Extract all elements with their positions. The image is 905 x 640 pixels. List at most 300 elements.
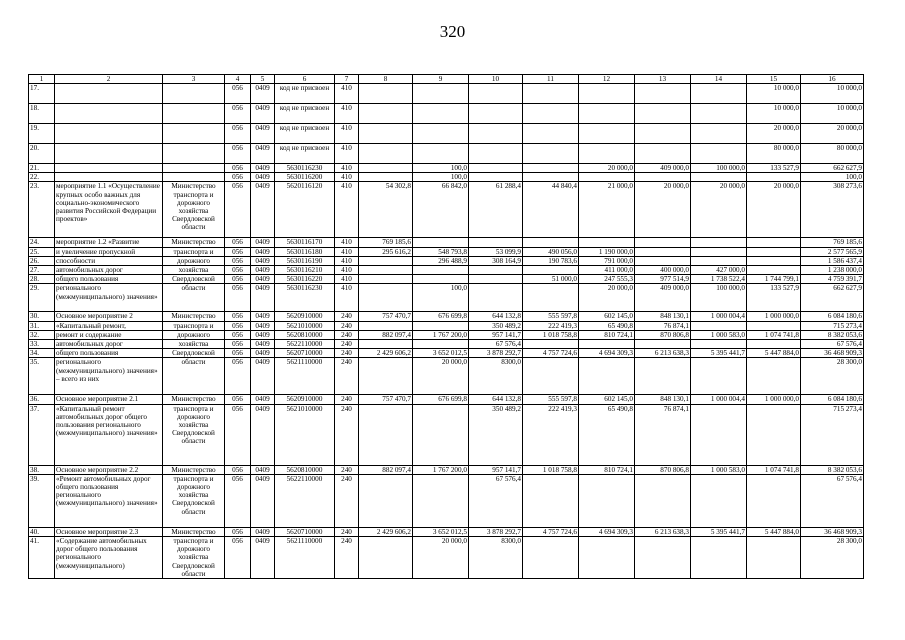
table-cell: 41.	[29, 537, 55, 579]
table-cell: общего пользования	[55, 275, 163, 284]
table-cell	[163, 104, 225, 124]
table-cell: 31.	[29, 321, 55, 330]
table-cell: 5621010000	[275, 321, 335, 330]
table-cell	[55, 124, 163, 144]
table-row	[29, 349, 864, 358]
table-cell: 1 238 000,0	[801, 266, 864, 275]
column-header: 4	[225, 75, 251, 84]
table-row	[29, 266, 864, 275]
table-cell: 490 056,0	[523, 247, 579, 256]
table-cell: 10 000,0	[801, 104, 864, 124]
table-row	[29, 395, 864, 404]
table-cell: 6 213 638,3	[635, 349, 691, 358]
table-cell: 410	[335, 124, 359, 144]
table-cell	[691, 104, 747, 124]
table-cell: 056	[225, 527, 251, 536]
table-cell: 36.	[29, 395, 55, 404]
table-cell	[635, 84, 691, 104]
table-cell	[691, 238, 747, 247]
table-cell	[523, 266, 579, 275]
table-cell: 25.	[29, 247, 55, 256]
table-cell: 056	[225, 144, 251, 164]
table-cell: 0409	[251, 330, 275, 339]
table-cell	[747, 266, 801, 275]
table-cell: 5630116170	[275, 238, 335, 247]
column-header: 10	[469, 75, 523, 84]
table-cell: 548 793,8	[413, 247, 469, 256]
table-cell: 67 576,4	[801, 474, 864, 527]
table-cell: 350 489,2	[469, 321, 523, 330]
column-header: 16	[801, 75, 864, 84]
table-cell: 644 132,8	[469, 312, 523, 321]
table-cell: мероприятие 1.1 «Осуществление крупных особо важных для социально-экономического развития Российской Федерации проектов»	[55, 182, 163, 238]
table-cell	[691, 124, 747, 144]
table-cell	[469, 124, 523, 144]
table-cell: 5630116230	[275, 284, 335, 312]
column-header: 7	[335, 75, 359, 84]
table-cell: 056	[225, 84, 251, 104]
table-cell: 410	[335, 266, 359, 275]
table-cell	[413, 474, 469, 527]
table-cell	[747, 537, 801, 579]
table-cell	[359, 340, 413, 349]
table-cell	[579, 358, 635, 395]
table-cell	[55, 84, 163, 104]
table-cell: Основное мероприятие 2.1	[55, 395, 163, 404]
table-cell: 0409	[251, 321, 275, 330]
table-cell	[359, 537, 413, 579]
table-cell: 5621110000	[275, 537, 335, 579]
table-cell: 20 000,0	[413, 537, 469, 579]
table-cell: 133 527,9	[747, 164, 801, 173]
table-cell: 51 000,0	[523, 275, 579, 284]
table-cell: 056	[225, 164, 251, 173]
table-cell	[579, 173, 635, 182]
table-cell: Министерство	[163, 465, 225, 474]
table-cell: 0409	[251, 465, 275, 474]
table-cell: 410	[335, 256, 359, 265]
table-cell: 5630116200	[275, 173, 335, 182]
column-header: 2	[55, 75, 163, 84]
table-cell: дорожного	[163, 330, 225, 339]
table-cell: 8 382 053,6	[801, 330, 864, 339]
table-cell: 28 300,0	[801, 537, 864, 579]
table-cell: 848 130,1	[635, 312, 691, 321]
table-cell: 848 130,1	[635, 395, 691, 404]
table-cell: 1 190 000,0	[579, 247, 635, 256]
table-cell	[635, 173, 691, 182]
table-cell: 240	[335, 340, 359, 349]
table-cell: и увеличение пропускной	[55, 247, 163, 256]
table-cell: 400 000,0	[635, 266, 691, 275]
column-header: 11	[523, 75, 579, 84]
table-cell: Свердловской	[163, 349, 225, 358]
table-cell	[635, 144, 691, 164]
table-cell: 21.	[29, 164, 55, 173]
table-cell	[579, 144, 635, 164]
table-cell	[579, 537, 635, 579]
table-cell: 240	[335, 312, 359, 321]
table-cell	[523, 537, 579, 579]
table-cell: 0409	[251, 312, 275, 321]
table-cell: 4 694 309,3	[579, 527, 635, 536]
table-row	[29, 124, 864, 144]
table-cell	[359, 358, 413, 395]
table-cell: 056	[225, 474, 251, 527]
table-cell: 5620710000	[275, 527, 335, 536]
table-cell: 20 000,0	[801, 124, 864, 144]
table-cell: 056	[225, 238, 251, 247]
table-cell: 20 000,0	[747, 182, 801, 238]
table-cell	[359, 404, 413, 465]
table-cell: 882 097,4	[359, 330, 413, 339]
table-cell: Министерство	[163, 395, 225, 404]
table-cell: 957 141,7	[469, 330, 523, 339]
table-cell: 0409	[251, 340, 275, 349]
table-cell: 1 018 758,8	[523, 330, 579, 339]
table-cell: 5620810000	[275, 330, 335, 339]
page-number: 320	[439, 22, 466, 41]
column-header: 13	[635, 75, 691, 84]
table-cell	[523, 144, 579, 164]
table-cell: транспорта и	[163, 321, 225, 330]
table-cell: 676 699,8	[413, 395, 469, 404]
table-cell: 44 840,4	[523, 182, 579, 238]
table-cell: 4 694 309,3	[579, 349, 635, 358]
table-cell: 2 429 606,2	[359, 527, 413, 536]
table-cell: 056	[225, 247, 251, 256]
table-cell: 056	[225, 537, 251, 579]
table-cell: 715 273,4	[801, 321, 864, 330]
table-cell: 3 878 292,7	[469, 349, 523, 358]
table-cell	[413, 321, 469, 330]
table-cell: хозяйства	[163, 340, 225, 349]
table-cell: 410	[335, 84, 359, 104]
table-cell: 6 084 180,6	[801, 312, 864, 321]
table-cell	[55, 173, 163, 182]
table-cell	[523, 104, 579, 124]
table-cell: 056	[225, 266, 251, 275]
table-cell: 36 468 909,3	[801, 349, 864, 358]
table-cell: 240	[335, 395, 359, 404]
table-cell: регионального (межмуниципального) значения» – всего из них	[55, 358, 163, 395]
table-cell: 5621110000	[275, 358, 335, 395]
table-row	[29, 330, 864, 339]
table-cell: 5630116180	[275, 247, 335, 256]
table-cell: 80 000,0	[801, 144, 864, 164]
table-row	[29, 144, 864, 164]
table-cell: 1 767 200,0	[413, 330, 469, 339]
table-cell: 30.	[29, 312, 55, 321]
table-row	[29, 358, 864, 395]
table-cell	[523, 164, 579, 173]
table-cell: 240	[335, 330, 359, 339]
table-cell	[691, 144, 747, 164]
table-cell: 8 382 053,6	[801, 465, 864, 474]
table-cell: 769 185,6	[359, 238, 413, 247]
table-cell: 21 000,0	[579, 182, 635, 238]
table-cell	[691, 537, 747, 579]
table-cell: 4 759 391,7	[801, 275, 864, 284]
table-cell: 0409	[251, 182, 275, 238]
table-cell: 602 145,0	[579, 312, 635, 321]
table-cell	[469, 266, 523, 275]
table-cell: 222 419,3	[523, 404, 579, 465]
table-header	[29, 75, 864, 84]
table-row	[29, 527, 864, 536]
table-cell	[579, 340, 635, 349]
table-body	[29, 84, 864, 579]
table-cell: 769 185,6	[801, 238, 864, 247]
table-cell	[635, 358, 691, 395]
table-cell	[523, 284, 579, 312]
table-cell	[413, 144, 469, 164]
table-cell: 3 652 012,5	[413, 527, 469, 536]
table-row	[29, 182, 864, 238]
table-cell	[635, 256, 691, 265]
table-cell: 410	[335, 104, 359, 124]
table-cell	[691, 474, 747, 527]
table-cell	[523, 340, 579, 349]
table-cell: дорожного	[163, 256, 225, 265]
table-cell	[523, 238, 579, 247]
table-cell: 29.	[29, 284, 55, 312]
table-cell: 5620910000	[275, 395, 335, 404]
table-cell: 308 164,9	[469, 256, 523, 265]
table-cell: мероприятие 1.2 «Развитие	[55, 238, 163, 247]
table-cell: 0409	[251, 349, 275, 358]
table-cell: Министерство	[163, 312, 225, 321]
table-cell: 240	[335, 527, 359, 536]
table-cell: 411 000,0	[579, 266, 635, 275]
table-cell: 36 468 909,3	[801, 527, 864, 536]
column-header: 15	[747, 75, 801, 84]
table-cell: 662 627,9	[801, 164, 864, 173]
table-cell: Основное мероприятие 2	[55, 312, 163, 321]
table-cell: 1 000 000,0	[747, 395, 801, 404]
table-cell	[747, 340, 801, 349]
table-cell: 67 576,4	[801, 340, 864, 349]
table-cell: 5630116210	[275, 266, 335, 275]
table-cell: 10 000,0	[801, 84, 864, 104]
table-cell: 0409	[251, 395, 275, 404]
table-cell	[691, 173, 747, 182]
table-cell: 20 000,0	[747, 124, 801, 144]
table-cell: 1 767 200,0	[413, 465, 469, 474]
table-cell: 1 074 741,8	[747, 330, 801, 339]
table-cell: 0409	[251, 144, 275, 164]
table-cell	[469, 284, 523, 312]
table-cell: 20.	[29, 144, 55, 164]
table-cell: 19.	[29, 124, 55, 144]
table-cell: 957 141,7	[469, 465, 523, 474]
table-cell: 5630116190	[275, 256, 335, 265]
table-cell: 2 577 565,9	[801, 247, 864, 256]
table-cell: 2 429 606,2	[359, 349, 413, 358]
table-cell: 65 490,8	[579, 404, 635, 465]
table-cell	[635, 537, 691, 579]
table-cell: 26.	[29, 256, 55, 265]
table-cell: 28 300,0	[801, 358, 864, 395]
table-row	[29, 284, 864, 312]
table-cell	[635, 474, 691, 527]
table-cell: 5 447 884,0	[747, 349, 801, 358]
table-cell: 100 000,0	[691, 164, 747, 173]
table-cell: хозяйства	[163, 266, 225, 275]
table-cell: 66 842,0	[413, 182, 469, 238]
table-cell	[747, 474, 801, 527]
table-cell	[413, 404, 469, 465]
table-cell: 240	[335, 404, 359, 465]
table-cell	[747, 358, 801, 395]
table-row	[29, 465, 864, 474]
table-cell: 810 724,1	[579, 465, 635, 474]
table-cell	[359, 84, 413, 104]
table-row	[29, 275, 864, 284]
table-cell: 100,0	[413, 164, 469, 173]
table-cell: 240	[335, 358, 359, 395]
table-cell: 644 132,8	[469, 395, 523, 404]
table-cell: 0409	[251, 173, 275, 182]
table-cell: 0409	[251, 84, 275, 104]
table-cell: 0409	[251, 256, 275, 265]
table-cell: 3 878 292,7	[469, 527, 523, 536]
table-cell: 23.	[29, 182, 55, 238]
table-cell: 61 288,4	[469, 182, 523, 238]
table-cell: 100,0	[413, 173, 469, 182]
table-row	[29, 164, 864, 173]
table-cell: транспорта и дорожного хозяйства Свердловской области	[163, 537, 225, 579]
table-cell: 76 874,1	[635, 404, 691, 465]
table-cell	[359, 284, 413, 312]
table-cell: 410	[335, 284, 359, 312]
table-cell: 056	[225, 358, 251, 395]
table-cell: 0409	[251, 275, 275, 284]
table-cell	[163, 164, 225, 173]
table-cell: 757 470,7	[359, 395, 413, 404]
table-cell: 190 783,6	[523, 256, 579, 265]
table-cell: 20 000,0	[635, 182, 691, 238]
table-cell: 240	[335, 349, 359, 358]
table-cell	[691, 321, 747, 330]
budget-table	[28, 74, 864, 579]
table-row	[29, 537, 864, 579]
table-cell	[413, 266, 469, 275]
table-cell	[747, 256, 801, 265]
table-cell: 757 470,7	[359, 312, 413, 321]
table-cell: 056	[225, 465, 251, 474]
table-cell: 65 490,8	[579, 321, 635, 330]
table-cell	[469, 104, 523, 124]
table-cell: 555 597,8	[523, 395, 579, 404]
table-cell: 39.	[29, 474, 55, 527]
table-cell: 5620810000	[275, 465, 335, 474]
table-cell	[413, 84, 469, 104]
table-cell	[523, 173, 579, 182]
table-cell	[747, 404, 801, 465]
table-cell: 0409	[251, 527, 275, 536]
table-cell	[163, 173, 225, 182]
table-cell: 27.	[29, 266, 55, 275]
table-cell: способности	[55, 256, 163, 265]
table-cell: Министерство транспорта и дорожного хозяйства Свердловской области	[163, 182, 225, 238]
table-cell: 17.	[29, 84, 55, 104]
table-row	[29, 104, 864, 124]
table-cell: 240	[335, 474, 359, 527]
table-cell	[523, 124, 579, 144]
table-cell: 056	[225, 349, 251, 358]
column-header: 12	[579, 75, 635, 84]
table-cell: 20 000,0	[579, 164, 635, 173]
table-cell: «Капитальный ремонт автомобильных дорог общего пользования регионального (межмуниципального) значения»	[55, 404, 163, 465]
table-cell: 240	[335, 537, 359, 579]
table-cell: Министерство	[163, 238, 225, 247]
table-cell	[747, 247, 801, 256]
table-cell	[359, 256, 413, 265]
table-cell	[635, 124, 691, 144]
table-cell	[359, 104, 413, 124]
table-cell: 308 273,6	[801, 182, 864, 238]
table-cell: 28.	[29, 275, 55, 284]
table-cell	[579, 474, 635, 527]
table-cell: 1 000 583,0	[691, 465, 747, 474]
table-cell: «Капитальный ремонт,	[55, 321, 163, 330]
table-cell: 296 488,9	[413, 256, 469, 265]
table-cell: 20 000,0	[691, 182, 747, 238]
table-cell: 53 099,9	[469, 247, 523, 256]
table-cell: 056	[225, 284, 251, 312]
table-cell: Основное мероприятие 2.3	[55, 527, 163, 536]
table-cell: 4 757 724,6	[523, 349, 579, 358]
table-cell	[635, 247, 691, 256]
column-header: 1	[29, 75, 55, 84]
table-cell: 295 616,2	[359, 247, 413, 256]
table-cell: 0409	[251, 164, 275, 173]
table-cell: «Содержание автомобильных дорог общего пользования регионального (межмуниципального)	[55, 537, 163, 579]
table-cell: транспорта и дорожного хозяйства Свердловской области	[163, 474, 225, 527]
table-cell: 20 000,0	[413, 358, 469, 395]
table-cell: автомобильных дорог	[55, 266, 163, 275]
table-cell: 1 738 522,4	[691, 275, 747, 284]
table-cell: 247 555,3	[579, 275, 635, 284]
table-cell	[691, 340, 747, 349]
table-cell: 5621010000	[275, 404, 335, 465]
table-cell: 410	[335, 275, 359, 284]
table-cell: 133 527,9	[747, 284, 801, 312]
table-cell: 18.	[29, 104, 55, 124]
table-cell: 80 000,0	[747, 144, 801, 164]
table-cell	[469, 275, 523, 284]
table-cell: 100,0	[801, 173, 864, 182]
table-cell: 0409	[251, 266, 275, 275]
column-header: 14	[691, 75, 747, 84]
table-cell	[691, 256, 747, 265]
table-cell	[359, 321, 413, 330]
table-cell: 662 627,9	[801, 284, 864, 312]
table-cell: 24.	[29, 238, 55, 247]
table-cell: 1 000 583,0	[691, 330, 747, 339]
table-cell: 67 576,4	[469, 474, 523, 527]
table-cell: автомобильных дорог	[55, 340, 163, 349]
table-cell	[359, 474, 413, 527]
table-cell	[635, 340, 691, 349]
table-cell: 427 000,0	[691, 266, 747, 275]
table-cell	[55, 104, 163, 124]
table-cell: 410	[335, 182, 359, 238]
table-cell: 6 213 638,3	[635, 527, 691, 536]
table-cell	[469, 238, 523, 247]
table-cell: 5 447 884,0	[747, 527, 801, 536]
